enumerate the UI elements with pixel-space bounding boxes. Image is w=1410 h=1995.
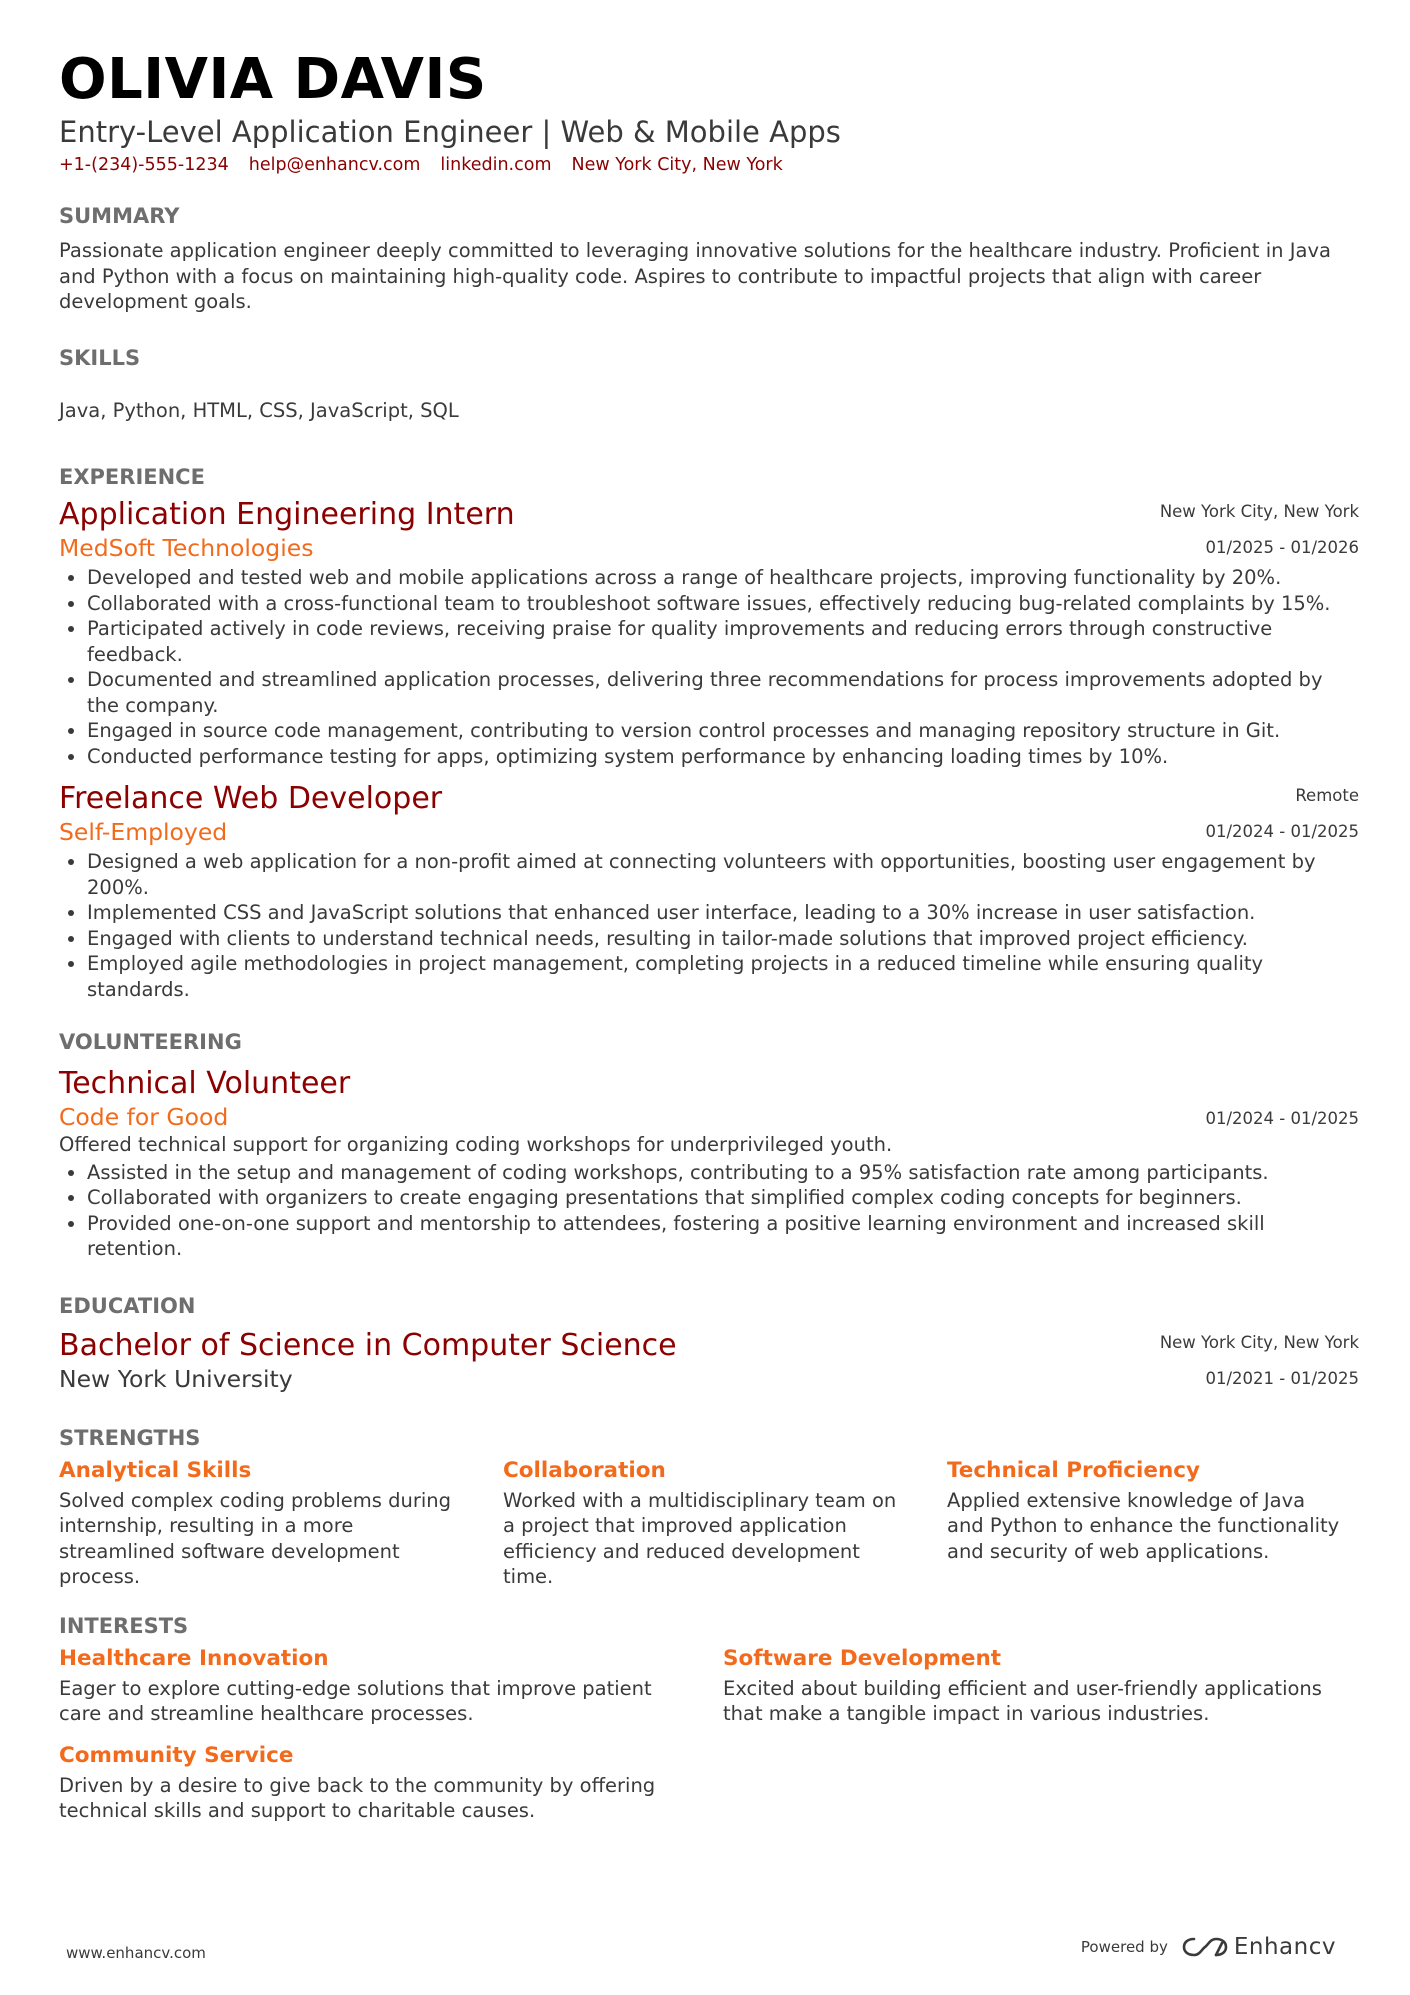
job-title-block [59,497,515,563]
bullet-item: • Designed a web application for a non-profit aimed at connecting volunteers with opportunities, boosting user engagement by 200%. [87,849,1359,900]
interests-heading: INTERESTS [59,1613,189,1638]
strengths-heading: STRENGTHS [59,1425,201,1450]
interest-text: Excited about building efficient and user-friendly applications that make a tangible impact in various industries. [723,1676,1322,1725]
volunteer-title-block [59,1066,350,1132]
job-bullets [59,849,1359,1002]
job-company: Self-Employed [59,818,228,846]
bullet-item: • Employed agile methodologies in project management, completing projects in a reduced timeline while ensuring quality standards. [87,951,1359,1002]
job-bullets [59,565,1359,769]
volunteer-description: Offered technical support for organizing coding workshops for underprivileged youth. [59,1133,893,1156]
volunteering-heading: VOLUNTEERING [59,1030,242,1054]
job-title: Freelance Web Developer [59,781,443,816]
bullet-item: • Engaged with clients to understand technical needs, resulting in tailor-made solutions that improved project efficiency. [87,926,1359,952]
bullet-item: • Engaged in source code management, contributing to version control processes and managing repository structure in Git. [87,718,1359,744]
contact-line [59,152,1359,178]
volunteer-dates: 01/2024 - 01/2025 [1205,1109,1359,1128]
education-location: New York City, New York [1159,1332,1359,1352]
interest-item [59,1741,659,1824]
brand-name: Enhancv [1233,1934,1336,1960]
strength-title: Collaboration [503,1457,666,1483]
interest-item [723,1644,1323,1727]
school-name: New York University [59,1364,293,1393]
interest-title: Software Development [723,1645,1002,1671]
education-meta [1160,1328,1359,1390]
interests-row [59,1741,1359,1824]
volunteer-bullets [59,1160,1359,1262]
experience-section [59,463,1359,1002]
strength-text: Solved complex coding problems during internship, resulting in a more streamlined software development process. [59,1488,452,1588]
location-text: New York City, New York [571,155,783,175]
bullet-item: • Implemented CSS and JavaScript solutions that enhanced user interface, leading to a 30% increase in user satisfaction. [87,900,1359,926]
candidate-name: OLIVIA DAVIS [59,47,487,112]
strength-text: Applied extensive knowledge of Java and Python to enhance the functionality and security of web applications. [947,1488,1340,1563]
strengths-section [59,1424,1359,1590]
resume-page [59,44,1359,1824]
interests-section [59,1612,1359,1824]
skills-text: Java, Python, HTML, CSS, JavaScript, SQL [59,398,459,422]
volunteering-section [59,1028,1359,1262]
volunteer-header [59,1066,1359,1132]
candidate-title: Entry-Level Application Engineer | Web & Mobile Apps [59,115,841,149]
strength-item [947,1456,1347,1590]
linkedin-link[interactable]: linkedin.com [440,155,552,175]
job-location: New York City, New York [1159,502,1359,521]
job-entry [59,497,1359,769]
job-company: MedSoft Technologies [59,534,314,562]
volunteer-org: Code for Good [59,1103,229,1131]
education-header [59,1328,1359,1394]
powered-by-label: Powered by [1080,1938,1168,1956]
enhancv-logo-icon [1182,1935,1228,1959]
job-header [59,781,1359,847]
bullet-item: • Participated actively in code reviews, receiving praise for quality improvements and reducing errors through constructive feedback. [87,616,1359,667]
bullet-item: • Documented and streamlined application processes, delivering three recommendations for process improvements adopted by the company. [87,667,1359,718]
strength-item [503,1456,903,1590]
summary-text: Passionate application engineer deeply committed to leveraging innovative solutions for the healthcare industry. Proficient in Java and Python with a focus on maintaining high-quality code. Aspires to contribute to impactful projects that align with career development goals. [59,239,1331,313]
experience-heading: EXPERIENCE [59,465,205,489]
job-header [59,497,1359,563]
job-title-block [59,781,442,847]
education-dates: 01/2021 - 01/2025 [1205,1368,1359,1388]
strength-item [59,1456,459,1590]
skills-section [59,344,1359,424]
job-meta [1205,781,1359,843]
summary-section [59,202,1359,315]
education-section [59,1292,1359,1394]
enhancv-logo[interactable] [1182,1934,1336,1960]
job-dates: 01/2024 - 01/2025 [1205,822,1359,841]
strength-text: Worked with a multidisciplinary team on a project that improved application efficiency and reduced development time. [503,1488,897,1588]
interest-text: Driven by a desire to give back to the community by offering technical skills and support to charitable causes. [59,1773,656,1822]
interest-text: Eager to explore cutting-edge solutions that improve patient care and streamline healthcare processes. [59,1676,652,1725]
degree-title: Bachelor of Science in Computer Science [59,1327,677,1363]
strength-title: Technical Proficiency [947,1457,1201,1483]
volunteer-meta [1205,1066,1359,1130]
interest-item [59,1644,659,1727]
bullet-item: • Developed and tested web and mobile applications across a range of healthcare projects, improving functionality by 20%. [87,565,1359,591]
footer-website-link[interactable]: www.enhancv.com [66,1944,206,1962]
job-title: Application Engineering Intern [59,497,515,532]
job-entry [59,781,1359,1002]
email-link[interactable]: help@enhancv.com [248,155,421,175]
education-title-block [59,1328,677,1394]
volunteer-title: Technical Volunteer [59,1066,351,1101]
bullet-item: • Conducted performance testing for apps, optimizing system performance by enhancing loading times by 10%. [87,744,1359,770]
job-meta [1160,497,1359,559]
summary-heading: SUMMARY [59,204,180,228]
bullet-item: • Assisted in the setup and management of coding workshops, contributing to a 95% satisfaction rate among participants. [87,1160,1359,1186]
bullet-item: • Provided one-on-one support and mentorship to attendees, fostering a positive learning environment and increased skill retention. [87,1211,1359,1262]
skills-heading: SKILLS [59,345,141,370]
footer-branding [1081,1934,1336,1960]
strengths-grid [59,1456,1359,1590]
strength-title: Analytical Skills [59,1457,252,1483]
job-dates: 01/2025 - 01/2026 [1205,538,1359,557]
phone-link[interactable]: +1-(234)-555-1234 [59,155,229,175]
bullet-item: • Collaborated with a cross-functional team to troubleshoot software issues, effectively reducing bug-related complaints by 15%. [87,591,1359,617]
education-heading: EDUCATION [59,1293,196,1318]
interest-title: Community Service [59,1742,294,1768]
interest-title: Healthcare Innovation [59,1645,329,1671]
bullet-item: • Collaborated with organizers to create engaging presentations that simplified complex coding concepts for beginners. [87,1185,1359,1211]
job-location: Remote [1295,786,1359,805]
interests-row [59,1644,1359,1727]
